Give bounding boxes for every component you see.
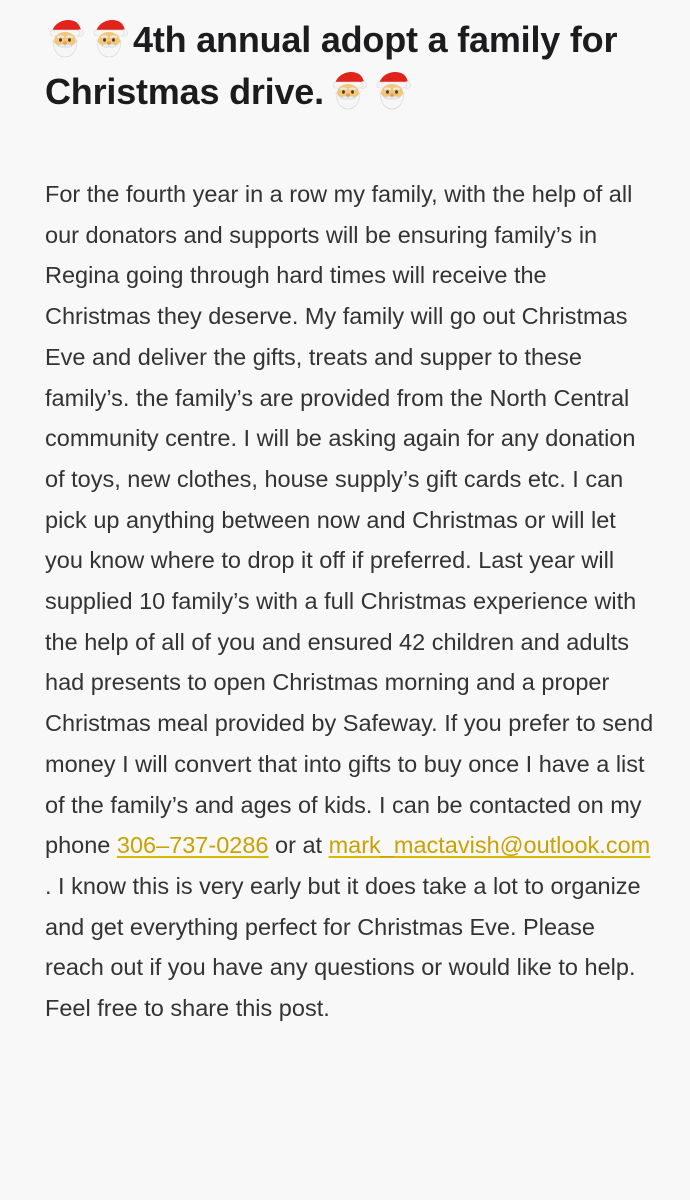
note-body-outro: . I know this is very early but it does take a lot to organize and get everything perfect for Christmas Eve. Please reach out if you have any questions or would like to help. Feel free to share this post. [45, 872, 641, 1022]
santa-emoji-icon [372, 68, 412, 110]
santa-emoji-icon [328, 68, 368, 110]
note-body-intro: For the fourth year in a row my family, with the help of all our donators and supports will be ensuring family’s in Regina going through hard times will receive the Christmas they deserve. My family will go out Christmas Eve and deliver the gifts, treats and supper to these family’s. the family’s are provided from the North Central community centre. I will be asking again for any donation of toys, new clothes, house supply’s gift cards etc. I can pick up anything between now and Christmas or will let you know where to drop it off if preferred. Last year will supplied 10 family’s with a full Christmas experience with the help of all of you and ensured 42 children and adults had presents to open Christmas morning and a proper Christmas meal provided by Safeway. If you prefer to send money I will convert that into gifts to buy once I have a list of the family’s and ages of kids. I can be contacted on my phone [45, 181, 654, 859]
santa-emoji-icon [89, 16, 129, 58]
email-link[interactable]: mark_mactavish@outlook.com [328, 832, 651, 859]
note-body [45, 174, 655, 1029]
santa-emoji-icon [45, 16, 85, 58]
note-page [45, 14, 655, 1022]
note-title [45, 14, 655, 118]
phone-number-link[interactable]: 306–737-0286 [116, 832, 269, 859]
note-title-text: 4th annual adopt a family for Christmas drive. [45, 19, 618, 112]
note-body-connector: or at [268, 832, 329, 859]
